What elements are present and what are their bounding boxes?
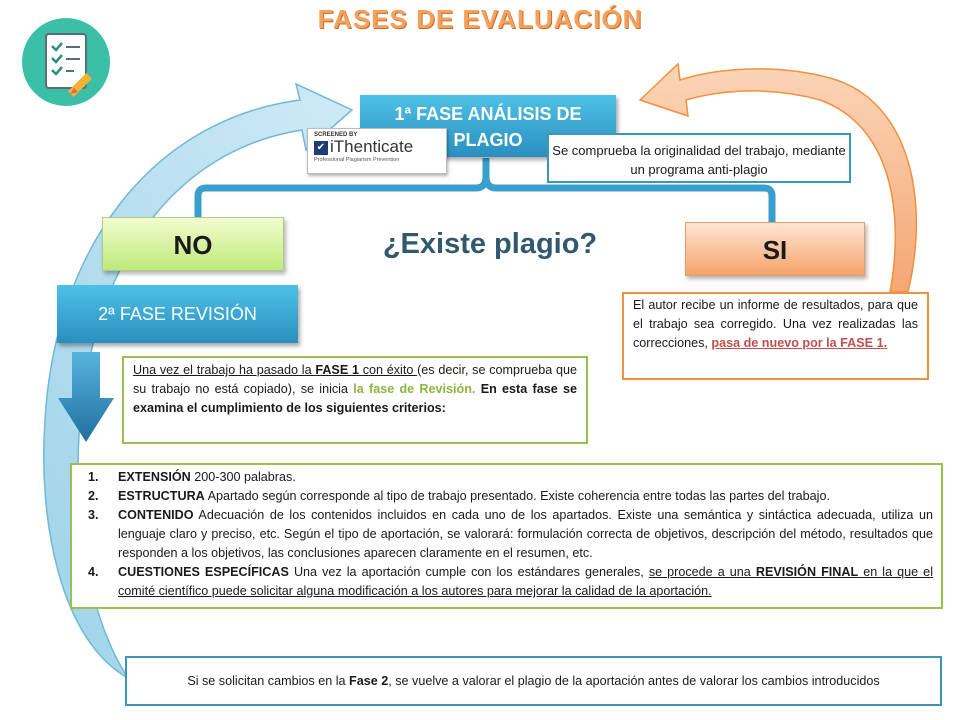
criterion-text: 200-300 palabras.	[190, 470, 296, 484]
checklist-icon	[22, 18, 110, 106]
criteria-list	[70, 463, 943, 609]
originality-note: Se comprueba la originalidad del trabajo, mediante un programa anti-plagio	[547, 133, 851, 183]
criterion-text: Apartado según corresponde al tipo de trabajo presentado. Existe coherencia entre todas las partes del trabajo.	[204, 489, 830, 503]
si-box: SI	[685, 222, 865, 276]
phase-2-label: 2ª FASE REVISIÓN	[98, 304, 257, 324]
criterion-underlined: se procede a una	[648, 565, 756, 579]
revision-intro-p5: la fase de Revisión.	[353, 382, 476, 396]
criterion-title: ESTRUCTURA	[118, 489, 205, 503]
list-item	[80, 563, 933, 601]
criterion-number: 1.	[88, 470, 99, 484]
phase-1-label: 1ª FASE ANÁLISIS DE PLAGIO	[394, 104, 582, 150]
phase-2-note-p2: Fase 2	[349, 674, 389, 688]
criterion-number: 2.	[88, 489, 99, 503]
ithenticate-brand: iThenticate	[330, 137, 414, 156]
no-box: NO	[102, 217, 284, 271]
list-item	[80, 468, 933, 487]
phase-2-note-p3: , se vuelve a valorar el plagio de la aportación antes de valorar los cambios introducidos	[388, 674, 880, 688]
phase-2-note-p1: Si se solicitan cambios en la	[187, 674, 350, 688]
list-item	[80, 487, 933, 506]
criterion-text: Una vez la aportación cumple con los estándares generales,	[288, 565, 649, 579]
ithenticate-screened: SCREENED BY	[314, 132, 358, 138]
criterion-title: EXTENSIÓN	[118, 470, 191, 484]
revision-intro-p1: Una vez el trabajo ha pasado la	[133, 363, 316, 377]
ithenticate-tagline: Professional Plagiarism Prevention	[314, 157, 400, 163]
phase-2-note	[125, 656, 942, 706]
revision-intro-p4: (es decir, se comprueba que su trabajo no está copiado), se inicia	[133, 363, 577, 396]
check-icon: ✔	[314, 141, 328, 155]
criterion-number: 4.	[88, 565, 99, 579]
author-note-end: .	[883, 336, 888, 350]
phase-2-box	[57, 285, 298, 343]
revision-intro-p3: con éxito	[358, 363, 418, 377]
criterion-number: 3.	[88, 508, 99, 522]
author-note-text: El autor recibe un informe de resultados, para que el trabajo sea corregido. Una vez realizadas las correcciones,	[633, 298, 918, 350]
page-title: FASES DE EVALUACIÓN	[317, 4, 643, 34]
criterion-title: CONTENIDO	[118, 508, 194, 522]
criterion-title: CUESTIONES ESPECÍFICAS	[118, 565, 289, 579]
revision-intro-p6: En esta fase se examina el cumplimiento de los siguientes criterios:	[133, 382, 577, 415]
criterion-text: Adecuación de los contenidos incluidos en cada uno de los apartados. Existe una semántica y sintáctica adecuada, utiliza un lenguaje claro y preciso, etc. Según el tipo de aportación, se valorará: formulación correcta de objetivos, descripción del método, resultados que responden a los objetivos, las conclusiones aparecen claramente en el resumen, etc.	[118, 508, 933, 560]
author-note-link: pasa de nuevo por la FASE 1	[711, 336, 884, 350]
plagiarism-question: ¿Existe plagio?	[382, 228, 598, 260]
list-item	[80, 506, 933, 563]
revision-intro-p2: FASE 1	[315, 363, 359, 377]
criterion-final-review: REVISIÓN FINAL	[755, 565, 859, 579]
author-note	[622, 292, 929, 380]
revision-intro	[122, 356, 588, 444]
criterion-underlined-end: en la que el comité científico puede solicitar alguna modificación a los autores para mejorar la calidad de la aportación.	[118, 565, 933, 598]
ithenticate-logo	[307, 128, 447, 174]
